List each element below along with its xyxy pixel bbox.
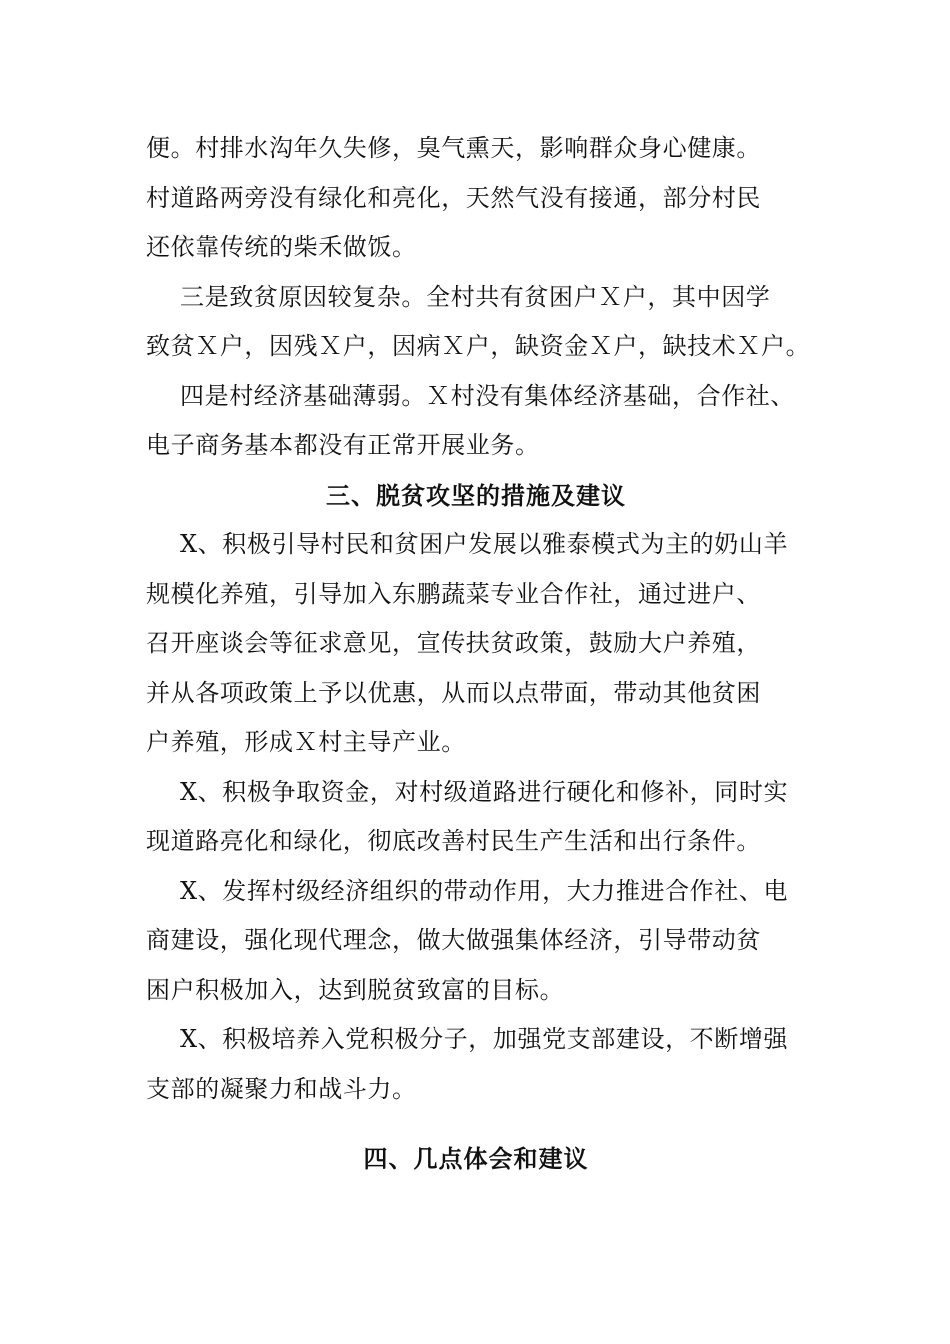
paragraph-line: 困户积极加入，达到脱贫致富的目标。 [146, 975, 565, 1004]
paragraph-line: 现道路亮化和绿化，彻底改善村民生产生活和出行条件。 [146, 827, 761, 855]
paragraph-line: 三是致贫原因较复杂。全村共有贫困户Ｘ户，其中因学 [180, 282, 771, 311]
paragraph-line: 便。村排水沟年久失修，臭气熏天，影响群众身心健康。 [146, 134, 761, 162]
document-body [146, 124, 811, 1184]
paragraph-line: 还依靠传统的柴禾做饭。 [146, 233, 417, 261]
section-heading-4: 四、几点体会和建议 [363, 1144, 589, 1173]
paragraph-line: X、积极培养入党积极分子，加强党支部建设，不断增强 [180, 1025, 789, 1053]
paragraph-line: 商建设，强化现代理念，做大做强集体经济，引导带动贫 [146, 926, 761, 954]
paragraph-line: 四是村经济基础薄弱。Ｘ村没有集体经济基础，合作社、 [180, 381, 795, 410]
paragraph-line: 户养殖，形成Ｘ村主导产业。 [146, 728, 466, 756]
paragraph-line: 致贫Ｘ户，因残Ｘ户，因病Ｘ户，缺资金Ｘ户，缺技术Ｘ户。 [146, 332, 811, 360]
paragraph-line: 并从各项政策上予以优惠，从而以点带面，带动其他贫困 [146, 678, 761, 707]
paragraph-line: X、积极引导村民和贫困户发展以雅泰模式为主的奶山羊 [180, 530, 789, 558]
paragraph-line: 规模化养殖，引导加入东鹏蔬菜专业合作社，通过进户、 [146, 579, 761, 608]
paragraph-line: X、发挥村级经济组织的带动作用，大力推进合作社、电 [180, 876, 789, 905]
paragraph-line: 召开座谈会等征求意见，宣传扶贫政策，鼓励大户养殖， [146, 629, 761, 657]
paragraph-line: 电子商务基本都没有正常开展业务。 [146, 431, 540, 459]
section-heading-3: 三、脱贫攻坚的措施及建议 [326, 480, 626, 510]
paragraph-line: X、积极争取资金，对村级道路进行硬化和修补，同时实 [180, 777, 789, 806]
paragraph-line: 支部的凝聚力和战斗力。 [146, 1074, 417, 1103]
paragraph-line: 村道路两旁没有绿化和亮化，天然气没有接通，部分村民 [146, 183, 761, 212]
